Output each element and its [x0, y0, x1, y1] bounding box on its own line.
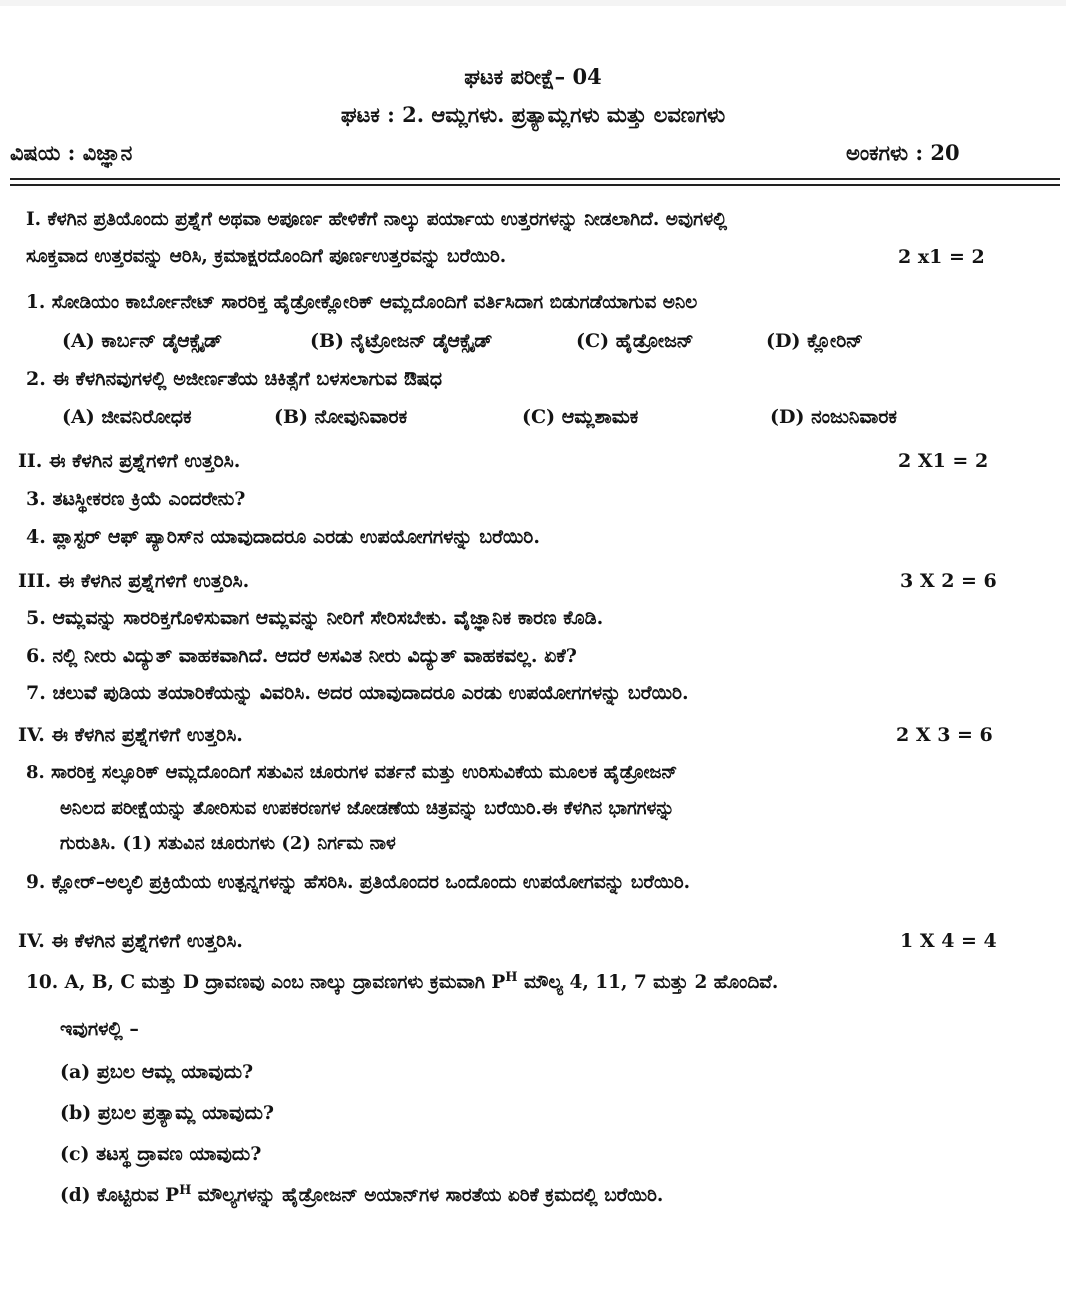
question-10-d — [60, 1182, 664, 1207]
question-10-c: (c) ತಟಸ್ಥ ದ್ರಾವಣ ಯಾವುದು? — [60, 1143, 262, 1165]
question-10-a: (a) ಪ್ರಬಲ ಆಮ್ಲ ಯಾವುದು? — [60, 1061, 254, 1083]
section-1-instruction: I. ಕೆಳಗಿನ ಪ್ರತಿಯೊಂದು ಪ್ರಶ್ನೆಗೆ ಅಥವಾ ಅಪೂರ್ಣ ಹೇಳಿಕೆಗೆ ನಾಲ್ಕು ಪರ್ಯಾಯ ಉತ್ತರಗಳನ್ನು ನೀಡಲಾಗಿದೆ. ಅವುಗಳಲ್ಲಿ — [26, 209, 728, 230]
question-3: 3. ತಟಸ್ಥೀಕರಣ ಕ್ರಿಯೆ ಎಂದರೇನು? — [26, 488, 246, 510]
question-4: 4. ಪ್ಲಾಸ್ಟರ್ ಆಫ್ ಪ್ಯಾರಿಸ್‌ನ ಯಾವುದಾದರೂ ಎರಡು ಉಪಯೋಗಗಳನ್ನು ಬರೆಯಿರಿ. — [26, 526, 540, 548]
question-6: 6. ನಲ್ಲಿ ನೀರು ವಿದ್ಯುತ್ ವಾಹಕವಾಗಿದೆ. ಆದರೆ ಅಸವಿತ ನೀರು ವಿದ್ಯುತ್ ವಾಹಕವಲ್ಲ. ಏಕೆ? — [26, 645, 577, 667]
question-1: 1. ಸೋಡಿಯಂ ಕಾರ್ಬೋನೇಟ್ ಸಾರರಿಕ್ತ ಹೈಡ್ರೋಕ್ಲೋರಿಕ್ ಆಮ್ಲದೊಂದಿಗೆ ವರ್ತಿಸಿದಾಗ ಬಿಡುಗಡೆಯಾಗುವ ಅನಿಲ — [26, 292, 698, 313]
question-8: 8. ಸಾರರಿಕ್ತ ಸಲ್ಫೂರಿಕ್ ಆಮ್ಲದೊಂದಿಗೆ ಸತುವಿನ ಚೂರುಗಳ ವರ್ತನೆ ಮತ್ತು ಉರಿಸುವಿಕೆಯ ಮೂಲಕ ಹೈಡ್ರೋಜನ್ — [26, 762, 678, 783]
subject-label: ವಿಷಯ : ವಿಜ್ಞಾನ — [10, 140, 133, 165]
section-2-instruction: II. ಈ ಕೆಳಗಿನ ಪ್ರಶ್ನೆಗಳಿಗೆ ಉತ್ತರಿಸಿ. — [18, 450, 241, 472]
question-9: 9. ಕ್ಲೋರ್–ಅಲ್ಕಲಿ ಪ್ರಕ್ರಿಯೆಯ ಉತ್ಪನ್ನಗಳನ್ನು ಹೆಸರಿಸಿ. ಪ್ರತಿಯೊಂದರ ಒಂದೊಂದು ಉಪಯೋಗವನ್ನು ಬರೆಯಿರಿ. — [26, 872, 691, 893]
total-marks: ಅಂಕಗಳು : 20 — [846, 140, 960, 165]
q1-option-c: (C) ಹೈಡ್ರೋಜನ್ — [576, 330, 694, 352]
section-2-marks: 2 X1 = 2 — [898, 450, 989, 472]
section-3-instruction: III. ಈ ಕೆಳಗಿನ ಪ್ರಶ್ನೆಗಳಿಗೆ ಉತ್ತರಿಸಿ. — [18, 570, 250, 592]
page-title: ಘಟಕ ಪರೀಕ್ಷೆ– 04 — [464, 64, 602, 89]
q10-ph-superscript: H — [505, 969, 518, 985]
q10d-text-end: ಮೌಲ್ಯಗಳನ್ನು ಹೈಡ್ರೋಜನ್ ಅಯಾನ್‌ಗಳ ಸಾರತೆಯ ಏರಿಕೆ ಕ್ರಮದಲ್ಲಿ ಬರೆಯಿರಿ. — [191, 1185, 664, 1206]
header-divider-bottom — [10, 184, 1060, 186]
q2-option-d: (D) ನಂಜುನಿವಾರಕ — [770, 406, 897, 428]
question-7: 7. ಚಲುವೆ ಪುಡಿಯ ತಯಾರಿಕೆಯನ್ನು ವಿವರಿಸಿ. ಅದರ ಯಾವುದಾದರೂ ಎರಡು ಉಪಯೋಗಗಳನ್ನು ಬರೆಯಿರಿ. — [26, 682, 689, 704]
section-5-instruction: IV. ಈ ಕೆಳಗಿನ ಪ್ರಶ್ನೆಗಳಿಗೆ ಉತ್ತರಿಸಿ. — [18, 930, 243, 952]
question-5: 5. ಆಮ್ಲವನ್ನು ಸಾರರಿಕ್ತಗೊಳಿಸುವಾಗ ಆಮ್ಲವನ್ನು ನೀರಿಗೆ ಸೇರಿಸಬೇಕು. ವೈಜ್ಞಾನಿಕ ಕಾರಣ ಕೊಡಿ. — [26, 607, 604, 629]
q10d-text-start: (d) ಕೊಟ್ಟಿರುವ P — [60, 1185, 180, 1206]
section-4-instruction: IV. ಈ ಕೆಳಗಿನ ಪ್ರಶ್ನೆಗಳಿಗೆ ಉತ್ತರಿಸಿ. — [18, 724, 243, 746]
q2-option-a: (A) ಜೀವನಿರೋಧಕ — [62, 406, 192, 428]
q10d-ph-superscript: H — [179, 1182, 192, 1198]
section-5-marks: 1 X 4 = 4 — [900, 930, 997, 952]
question-8-cont: ಅನಿಲದ ಪರೀಕ್ಷೆಯನ್ನು ತೋರಿಸುವ ಉಪಕರಣಗಳ ಜೋಡಣೆಯ ಚಿತ್ರವನ್ನು ಬರೆಯಿರಿ.ಈ ಕೆಳಗಿನ ಭಾಗಗಳನ್ನು — [60, 798, 675, 819]
section-4-marks: 2 X 3 = 6 — [896, 724, 993, 746]
section-1-marks: 2 x1 = 2 — [898, 246, 985, 268]
unit-heading: ಘಟಕ : 2. ಆಮ್ಲಗಳು. ಪ್ರತ್ಯಾಮ್ಲಗಳು ಮತ್ತು ಲವಣಗಳು — [340, 102, 726, 127]
question-2: 2. ಈ ಕೆಳಗಿನವುಗಳಲ್ಲಿ ಅಜೀರ್ಣತೆಯ ಚಿಕಿತ್ಸೆಗೆ ಬಳಸಲಾಗುವ ಔಷಧ — [26, 368, 443, 390]
q2-option-c: (C) ಆಮ್ಲಶಾಮಕ — [522, 406, 639, 428]
header-divider-top — [10, 178, 1060, 180]
exam-paper — [0, 6, 1066, 1297]
question-8-parts: ಗುರುತಿಸಿ. (1) ಸತುವಿನ ಚೂರುಗಳು (2) ನಿರ್ಗಮ ನಾಳ — [60, 833, 396, 854]
q1-option-d: (D) ಕ್ಲೋರಿನ್ — [766, 330, 863, 352]
q1-option-a: (A) ಕಾರ್ಬನ್ ಡೈಆಕ್ಸೈಡ್ — [62, 330, 223, 352]
question-10-b: (b) ಪ್ರಬಲ ಪ್ರತ್ಯಾಮ್ಲ ಯಾವುದು? — [60, 1102, 275, 1124]
question-10-cont: ಇವುಗಳಲ್ಲಿ – — [60, 1018, 139, 1040]
q10-text-start: 10. A, B, C ಮತ್ತು D ದ್ರಾವಣವು ಎಂಬ ನಾಲ್ಕು ದ್ರಾವಣಗಳು ಕ್ರಮವಾಗಿ P — [26, 972, 506, 993]
q2-option-b: (B) ನೋವುನಿವಾರಕ — [274, 406, 408, 428]
question-10 — [26, 969, 779, 994]
q10-text-end: ಮೌಲ್ಯ 4, 11, 7 ಮತ್ತು 2 ಹೊಂದಿವೆ. — [517, 972, 779, 993]
q1-option-b: (B) ನೈಟ್ರೋಜನ್ ಡೈಆಕ್ಸೈಡ್ — [310, 330, 493, 352]
section-1-instruction-cont: ಸೂಕ್ತವಾದ ಉತ್ತರವನ್ನು ಆರಿಸಿ, ಕ್ರಮಾಕ್ಷರದೊಂದಿಗೆ ಪೂರ್ಣಉತ್ತರವನ್ನು ಬರೆಯಿರಿ. — [26, 246, 507, 267]
section-3-marks: 3 X 2 = 6 — [900, 570, 997, 592]
